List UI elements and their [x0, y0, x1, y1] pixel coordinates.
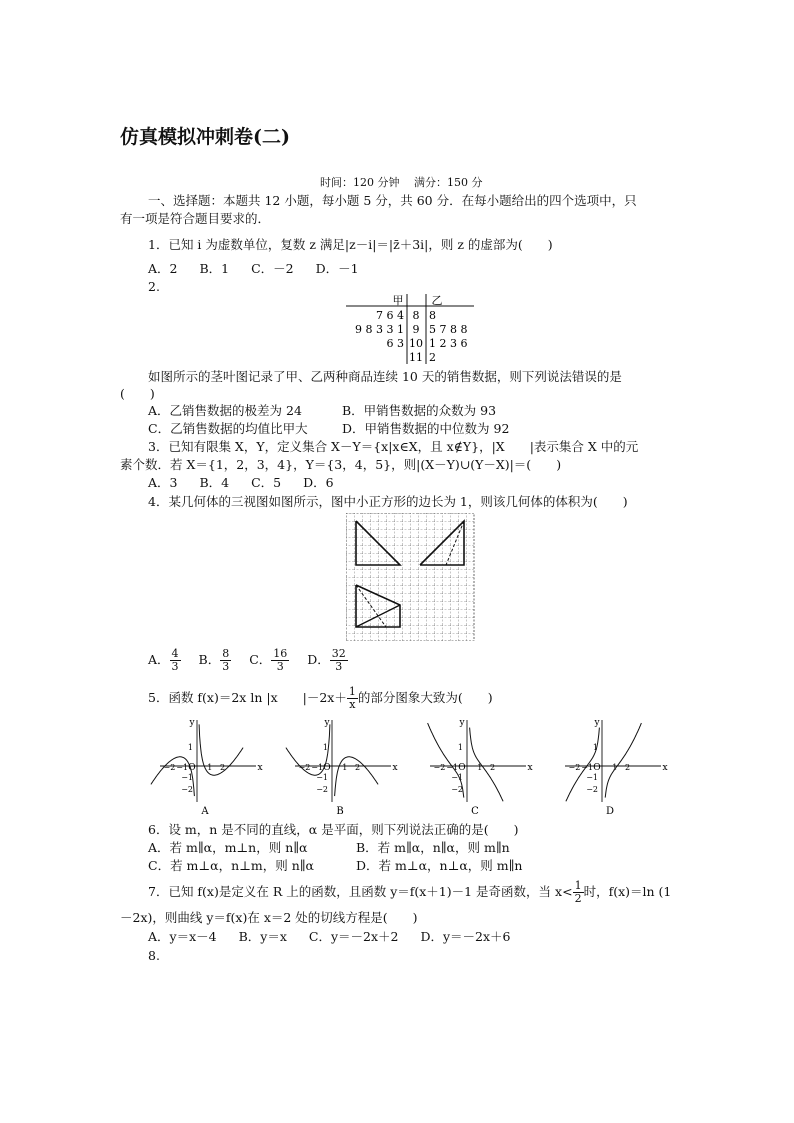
q7-option-c: C．y＝－2x＋2: [308, 929, 399, 944]
graph-a-label: A: [201, 806, 209, 817]
graph-c-tick-y-neg2: −2: [451, 785, 463, 794]
graph-c-curve-1: [470, 728, 504, 802]
graph-b-label: B: [336, 806, 344, 817]
graph-c-tick-x-0: −2: [433, 763, 446, 772]
graph-d-tick-y-1: 1: [592, 743, 598, 752]
q3-option-d: D．6: [303, 475, 334, 490]
graph-d-curve-1: [605, 723, 641, 798]
q1-option-d: D．－1: [315, 261, 359, 276]
q4-option-a-letter: A．: [148, 652, 170, 667]
q4-option-b-letter: B．: [198, 652, 221, 667]
graph-b-tick-x-1: −1: [311, 763, 324, 772]
q7-option-d: D．y＝－2x＋6: [420, 929, 511, 944]
q2-stem-line2: ( ): [120, 386, 155, 401]
graph-c-tick-y-1: 1: [457, 743, 463, 752]
graph-a-tick-y-neg2: −2: [181, 785, 193, 794]
stem-leaf-stem-row3: 10: [409, 337, 423, 350]
q3-stem-line2: 素个数．若 X＝{1，2，3，4}，Y＝{3，4，5}，则|(X－Y)∪(Y－X)|＝( ): [120, 457, 562, 472]
q2-number: 2.: [148, 279, 160, 294]
q3-option-b: B．4: [199, 475, 230, 490]
graph-c-label: C: [471, 806, 479, 817]
graph-a-origin-label: O: [188, 763, 196, 773]
q2-stem-line1: 如图所示的茎叶图记录了甲、乙两种商品连续 10 天的销售数据，则下列说法错误的是: [148, 369, 622, 384]
graph-a-y-label: y: [189, 718, 195, 728]
q2-options-row1: [148, 403, 302, 419]
q7-stem-line2: －2x)，则曲线 y＝f(x)在 x＝2 处的切线方程是( ): [120, 910, 418, 925]
q3-option-a: A．3: [148, 475, 178, 490]
graph-a-tick-x-1: −1: [176, 763, 189, 772]
graph-d-tick-x-3: 2: [625, 763, 631, 772]
q4-option-b-fraction: $\frac{8}{3}$: [222, 647, 230, 673]
graph-d-x-label: x: [662, 763, 668, 773]
graph-a-tick-y-neg1: −1: [181, 773, 193, 782]
exam-info: 时间：120 分钟 满分：150 分: [320, 176, 483, 189]
q5-stem-part2: 的部分图象大致为( ): [357, 690, 493, 705]
q1-option-b: B．1: [199, 261, 230, 276]
q7-stem-part2: 时，f(x)＝ln (1: [583, 884, 672, 899]
graph-b-y-label: y: [324, 718, 330, 728]
q6-option-c: C．若 m⊥α，n⊥m，则 n∥α: [148, 858, 314, 873]
q3-option-c: C．5: [251, 475, 282, 490]
q4-option-d-letter: D．: [307, 652, 330, 667]
graph-a-tick-x-0: −2: [163, 763, 176, 772]
stem-leaf-right-row2: 5 7 8 8: [429, 323, 468, 336]
q5-graphs: [150, 716, 670, 820]
q1-stem: 1．已知 i 为虚数单位，复数 z 满足|z－i|＝|z̄＋3i|，则 z 的虚部为( ): [148, 237, 553, 252]
graph-b-tick-x-0: −2: [298, 763, 311, 772]
graph-b-x-label: x: [392, 763, 398, 773]
q6-stem: 6．设 m，n 是不同的直线，α 是平面，则下列说法正确的是( ): [148, 822, 519, 837]
q6-option-a: A．若 m∥α，m⊥n，则 n∥α: [148, 840, 308, 855]
stem-leaf-right-row1: 8: [429, 309, 436, 322]
q4-option-c-fraction: $\frac{16}{3}$: [273, 647, 288, 673]
graph-c-tick-x-1: −1: [446, 763, 459, 772]
q7-options: [148, 929, 529, 945]
stem-leaf-left-row1: 7 6 4: [376, 309, 404, 322]
page-title: 仿真模拟冲刺卷(二): [120, 126, 290, 148]
graph-b-origin-label: O: [323, 763, 331, 773]
stem-leaf-left-row2: 9 8 3 3 1: [355, 323, 404, 336]
graph-d-tick-y-neg1: −1: [586, 773, 598, 782]
q4-option-d-fraction: $\frac{32}{3}$: [331, 647, 346, 673]
graph-d-label: D: [605, 806, 615, 817]
q3-stem-line1: 3．已知有限集 X，Y，定义集合 X－Y＝{x|x∈X，且 x∉Y}，|X |表示集合 X 中的元: [148, 439, 639, 454]
section-instructions-line2: 有一项是符合题目要求的．: [120, 211, 271, 226]
q7-fraction: $\frac{1}{2}$: [574, 879, 582, 905]
q6-option-d: D．若 m⊥α，n⊥α，则 m∥n: [356, 858, 523, 873]
q1-options: [148, 261, 377, 277]
q2-option-d: D．甲销售数据的中位数为 92: [342, 421, 510, 436]
stem-leaf-header-left: 甲: [392, 294, 404, 307]
graph-b-tick-x-2: 1: [342, 763, 348, 772]
q8-number: 8.: [148, 948, 160, 963]
stem-leaf-stem-row2: 9: [412, 323, 420, 336]
graph-b-tick-x-3: 2: [355, 763, 361, 772]
q5-stem: [148, 686, 493, 716]
stem-leaf-stem-row4: 11: [409, 351, 423, 364]
q7-option-b: B．y＝x: [238, 929, 287, 944]
graph-a-x-label: x: [257, 763, 263, 773]
graph-c-tick-y-neg1: −1: [451, 773, 463, 782]
q4-option-a-fraction: $\frac{4}{3}$: [171, 647, 179, 673]
stem-leaf-right-row3: 1 2 3 6: [429, 337, 468, 350]
graph-d-origin-label: O: [593, 763, 601, 773]
stem-leaf-stem-row1: 8: [412, 309, 420, 322]
q2-option-b: B．甲销售数据的众数为 93: [342, 403, 497, 418]
graph-d-tick-x-2: 1: [612, 763, 618, 772]
q4-options: [148, 648, 348, 682]
stem-leaf-plot: [340, 292, 480, 364]
graph-c-origin-label: O: [458, 763, 466, 773]
q6-option-b: B．若 m∥α，n∥α，则 m∥n: [356, 840, 510, 855]
graph-a-tick-x-2: 1: [207, 763, 213, 772]
q2-option-a: A．乙销售数据的极差为 24: [148, 403, 302, 418]
graph-b-tick-y-neg2: −2: [316, 785, 328, 794]
graph-c-tick-x-3: 2: [490, 763, 496, 772]
q1-option-c: C．－2: [251, 261, 294, 276]
q4-option-c-letter: C．: [249, 652, 272, 667]
q4-stem: 4．某几何体的三视图如图所示，图中小正方形的边长为 1，则该几何体的体积为( ): [148, 494, 628, 509]
q7-stem-part1: 7．已知 f(x)是定义在 R 上的函数，且函数 y＝f(x＋1)－1 是奇函数，当 x<: [148, 884, 573, 899]
stem-leaf-left-row3: 6 3: [386, 337, 404, 350]
section-instructions-line1: 一、选择题：本题共 12 小题，每小题 5 分，共 60 分．在每小题给出的四个选项中，只: [148, 193, 637, 208]
q5-stem-part1: 5．函数 f(x)＝2x ln |x |－2x＋: [148, 690, 347, 705]
q7-stem-line1: [148, 880, 671, 908]
graph-b-tick-y-1: 1: [322, 743, 328, 752]
graph-c-tick-x-2: 1: [477, 763, 483, 772]
q7-option-a: A．y＝x－4: [148, 929, 217, 944]
graph-d-tick-x-1: −1: [581, 763, 594, 772]
q2-option-c: C．乙销售数据的均值比甲大: [148, 421, 308, 436]
graph-a-tick-x-3: 2: [220, 763, 226, 772]
q1-option-a: A．2: [148, 261, 178, 276]
graph-d-tick-y-neg2: −2: [586, 785, 598, 794]
q5-fraction: $\frac{1}{x}$: [348, 685, 356, 711]
stem-leaf-right-row4: 2: [429, 351, 436, 364]
stem-leaf-header-right: 乙: [431, 294, 443, 307]
graph-d-y-label: y: [594, 718, 600, 728]
graph-a-tick-y-1: 1: [187, 743, 193, 752]
graph-c-x-label: x: [527, 763, 533, 773]
graph-d-tick-x-0: −2: [568, 763, 581, 772]
graph-b-tick-y-neg1: −1: [316, 773, 328, 782]
three-view-diagram: [346, 513, 478, 641]
q3-options: [148, 475, 352, 491]
graph-c-y-label: y: [459, 718, 465, 728]
